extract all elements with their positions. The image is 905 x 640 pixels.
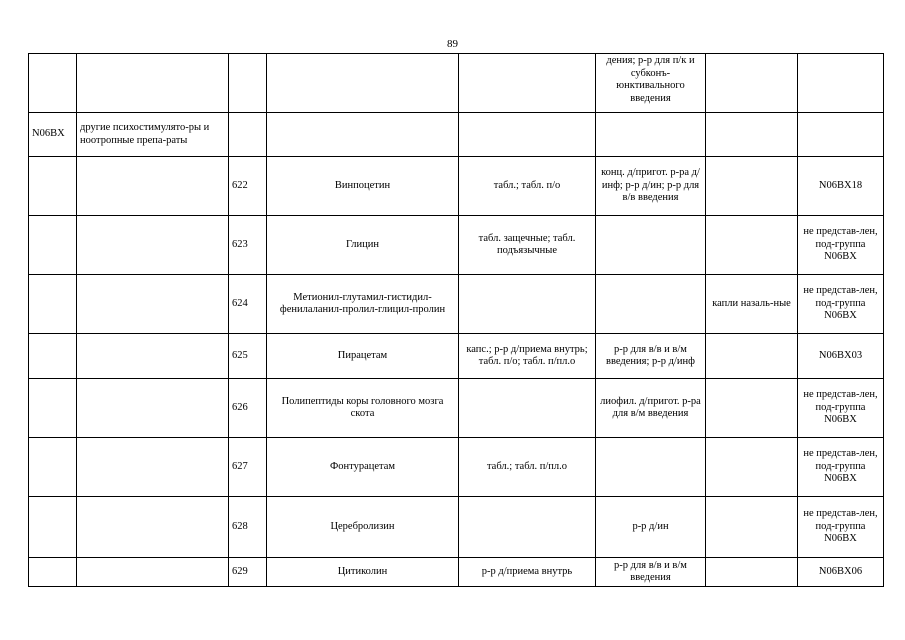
number-cell: 626 <box>229 379 267 438</box>
table-row <box>29 438 884 497</box>
table-row <box>29 216 884 275</box>
code-cell <box>29 54 77 113</box>
drug-name-cell: Церебролизин <box>267 497 459 558</box>
number-cell: 627 <box>229 438 267 497</box>
atc-group-name: другие психостимулято-ры и ноотропные препа-раты <box>77 113 229 157</box>
drug-name-cell: Винпоцетин <box>267 157 459 216</box>
form1-cell: р-р д/приема внутрь <box>459 558 596 587</box>
code-cell <box>29 379 77 438</box>
number-cell: 625 <box>229 334 267 379</box>
table-row <box>29 275 884 334</box>
form2-cell: конц. д/пригот. р-ра д/инф; р-р д/ин; р-р для в/в введения <box>596 157 706 216</box>
form3-cell: капли назаль-ные <box>706 275 798 334</box>
group-cell <box>77 379 229 438</box>
number-cell: 622 <box>229 157 267 216</box>
group-cell <box>77 157 229 216</box>
atc-code-cell: N06BX18 <box>798 157 884 216</box>
atc-code-cell: не представ-лен, под-группа N06BX <box>798 379 884 438</box>
form2-cell: р-р д/ин <box>596 497 706 558</box>
code-cell <box>29 558 77 587</box>
group-cell <box>77 334 229 379</box>
form2-cell <box>596 216 706 275</box>
form3-cell <box>706 157 798 216</box>
form1-cell: табл.; табл. п/о <box>459 157 596 216</box>
code-cell <box>29 497 77 558</box>
code-cell <box>29 157 77 216</box>
atc-code-cell: не представ-лен, под-группа N06BX <box>798 438 884 497</box>
code-cell <box>29 275 77 334</box>
drug-name-cell: Цитиколин <box>267 558 459 587</box>
number-cell <box>229 54 267 113</box>
group-cell <box>77 438 229 497</box>
table-row <box>29 558 884 587</box>
form1-cell: капс.; р-р д/приема внутрь; табл. п/о; табл. п/пл.о <box>459 334 596 379</box>
form3-cell <box>706 334 798 379</box>
drug-name-cell: Глицин <box>267 216 459 275</box>
group-cell <box>77 275 229 334</box>
number-cell: 624 <box>229 275 267 334</box>
table-row <box>29 497 884 558</box>
form2-cell <box>596 113 706 157</box>
form1-cell: табл.; табл. п/пл.о <box>459 438 596 497</box>
group-row <box>29 113 884 157</box>
code-cell <box>29 438 77 497</box>
group-cell <box>77 558 229 587</box>
form2-cell: дения; р-р для п/к и субконъ-юнктивального введения <box>596 54 706 113</box>
form3-cell <box>706 497 798 558</box>
form1-cell <box>459 113 596 157</box>
atc-code-cell: не представ-лен, под-группа N06BX <box>798 497 884 558</box>
form3-cell <box>706 216 798 275</box>
code-cell <box>29 216 77 275</box>
atc-cell <box>798 113 884 157</box>
form2-cell: лиофил. д/пригот. р-ра для в/м введения <box>596 379 706 438</box>
group-cell <box>77 497 229 558</box>
atc-code-cell: не представ-лен, под-группа N06BX <box>798 275 884 334</box>
drug-table <box>28 53 884 587</box>
form2-cell: р-р для в/в и в/м введения <box>596 558 706 587</box>
form2-cell <box>596 438 706 497</box>
atc-group-code: N06BX <box>29 113 77 157</box>
form1-cell <box>459 379 596 438</box>
group-cell <box>77 54 229 113</box>
atc-code-cell: N06BX03 <box>798 334 884 379</box>
form2-cell: р-р для в/в и в/м введения; р-р д/инф <box>596 334 706 379</box>
code-cell <box>29 334 77 379</box>
number-cell: 629 <box>229 558 267 587</box>
number-cell <box>229 113 267 157</box>
form2-cell <box>596 275 706 334</box>
drug-name-cell: Фонтурацетам <box>267 438 459 497</box>
form3-cell <box>706 379 798 438</box>
form1-cell <box>459 497 596 558</box>
drug-name-cell: Пирацетам <box>267 334 459 379</box>
form3-cell <box>706 113 798 157</box>
drug-name-cell: Полипептиды коры головного мозга скота <box>267 379 459 438</box>
name-cell <box>267 54 459 113</box>
atc-code-cell: не представ-лен, под-группа N06BX <box>798 216 884 275</box>
name-cell <box>267 113 459 157</box>
atc-cell <box>798 54 884 113</box>
number-cell: 628 <box>229 497 267 558</box>
drug-name-cell: Метионил-глутамил-гистидил-фенилаланил-пролил-глицил-пролин <box>267 275 459 334</box>
atc-code-cell: N06BX06 <box>798 558 884 587</box>
table-row <box>29 379 884 438</box>
form3-cell <box>706 54 798 113</box>
form3-cell <box>706 558 798 587</box>
form1-cell <box>459 54 596 113</box>
number-cell: 623 <box>229 216 267 275</box>
group-cell <box>77 216 229 275</box>
table-row <box>29 157 884 216</box>
table-row <box>29 334 884 379</box>
form1-cell: табл. защечные; табл. подъязычные <box>459 216 596 275</box>
continuation-row <box>29 54 884 113</box>
page-number: 89 <box>447 38 458 50</box>
form3-cell <box>706 438 798 497</box>
form1-cell <box>459 275 596 334</box>
